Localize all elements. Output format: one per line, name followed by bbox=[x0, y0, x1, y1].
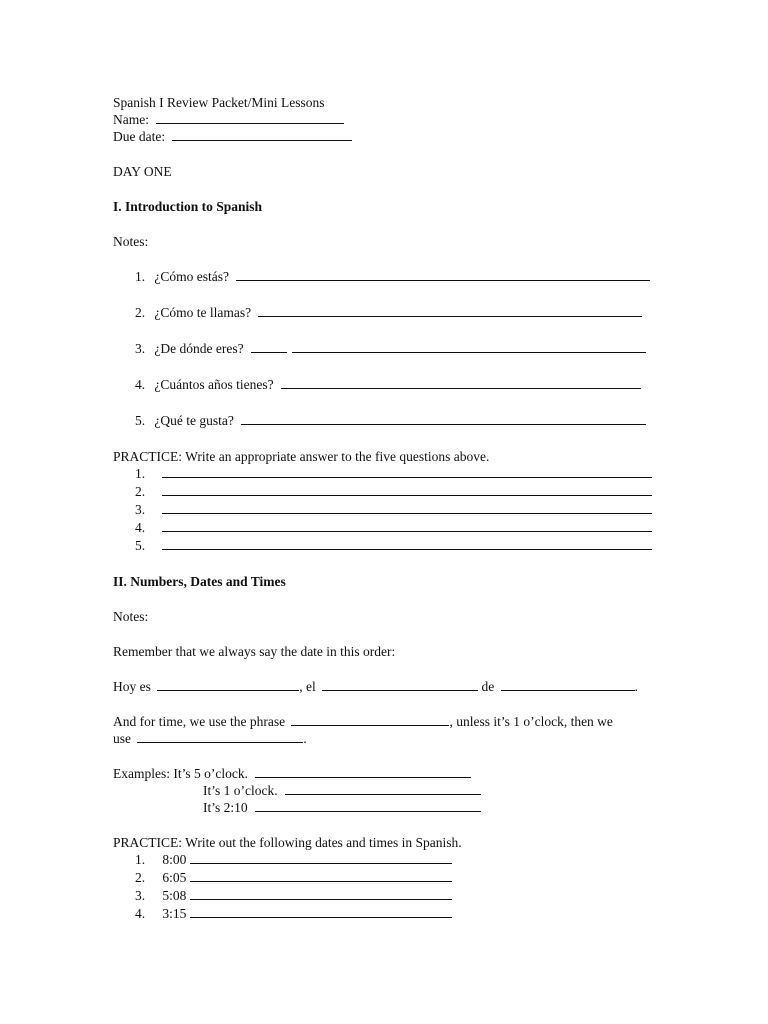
question-text: ¿Cuántos años tienes? bbox=[154, 377, 274, 392]
practice-answer-field[interactable] bbox=[162, 537, 652, 550]
practice-item: 2. bbox=[113, 483, 658, 501]
due-date-row bbox=[113, 128, 658, 145]
question-item: 1. ¿Cómo estás? bbox=[113, 268, 658, 304]
name-row bbox=[113, 111, 658, 128]
answer-field[interactable] bbox=[241, 412, 646, 425]
due-date-field[interactable] bbox=[172, 128, 352, 141]
example-row bbox=[113, 765, 658, 782]
practice-answer-field[interactable] bbox=[162, 483, 652, 496]
practice-item: 4. bbox=[113, 519, 658, 537]
one-oclock-phrase-field[interactable] bbox=[137, 730, 303, 743]
practice-answer-field[interactable] bbox=[162, 465, 652, 478]
practice-time: 8:00 bbox=[162, 852, 187, 867]
date-order-row: Hoy es , el de . bbox=[113, 679, 638, 694]
practice-item: 5. bbox=[113, 537, 658, 555]
examples-label: Examples: bbox=[113, 766, 170, 781]
section-2-notes-label: Notes: bbox=[113, 609, 149, 624]
question-item: 2. ¿Cómo te llamas? bbox=[113, 304, 658, 340]
example-answer-field[interactable] bbox=[255, 765, 471, 778]
question-item: 4. ¿Cuántos años tienes? bbox=[113, 376, 658, 412]
day-heading: DAY ONE bbox=[113, 164, 172, 179]
day-number-field[interactable] bbox=[322, 678, 478, 691]
section-1-practice-instructions: PRACTICE: Write an appropriate answer to the five questions above. bbox=[113, 449, 490, 464]
question-text: ¿De dónde eres? bbox=[154, 341, 244, 356]
practice-item: 3. bbox=[113, 501, 658, 519]
name-label: Name: bbox=[113, 112, 149, 127]
answer-field[interactable] bbox=[281, 376, 641, 389]
practice-answer-field[interactable] bbox=[162, 501, 652, 514]
time-phrase-row-2: use . bbox=[113, 731, 307, 746]
answer-field[interactable] bbox=[292, 340, 646, 353]
example-text: It’s 1 o’clock. bbox=[203, 783, 278, 798]
month-field[interactable] bbox=[501, 678, 635, 691]
example-text: It’s 2:10 bbox=[203, 800, 248, 815]
practice-time: 5:08 bbox=[162, 888, 187, 903]
due-date-label: Due date: bbox=[113, 129, 166, 144]
example-row bbox=[113, 799, 658, 816]
answer-field-short[interactable] bbox=[251, 340, 287, 353]
time-phrase-field[interactable] bbox=[291, 713, 449, 726]
worksheet-page bbox=[113, 94, 658, 923]
example-row bbox=[113, 782, 658, 799]
name-field[interactable] bbox=[156, 111, 344, 124]
example-answer-field[interactable] bbox=[255, 799, 481, 812]
time-phrase-row: And for time, we use the phrase , unless it’s 1 o’clock, then we bbox=[113, 714, 613, 729]
practice-time: 6:05 bbox=[162, 870, 187, 885]
practice-item: 3. 5:08 bbox=[113, 887, 658, 905]
practice-answer-field[interactable] bbox=[162, 519, 652, 532]
question-item: 5. ¿Qué te gusta? bbox=[113, 412, 658, 448]
practice-item: 1. 8:00 bbox=[113, 851, 658, 869]
answer-field[interactable] bbox=[236, 268, 650, 281]
section-1-practice-list bbox=[113, 465, 658, 555]
practice-answer-field[interactable] bbox=[190, 905, 452, 918]
example-answer-field[interactable] bbox=[285, 782, 481, 795]
section-1-heading: I. Introduction to Spanish bbox=[113, 199, 263, 214]
practice-item: 2. 6:05 bbox=[113, 869, 658, 887]
practice-item: 1. bbox=[113, 465, 658, 483]
question-text: ¿Cómo estás? bbox=[154, 269, 229, 284]
question-text: ¿Qué te gusta? bbox=[154, 413, 234, 428]
question-list bbox=[113, 268, 658, 448]
date-order-note: Remember that we always say the date in this order: bbox=[113, 644, 396, 659]
section-2-heading: II. Numbers, Dates and Times bbox=[113, 574, 286, 589]
practice-answer-field[interactable] bbox=[190, 887, 452, 900]
section-1-notes-label: Notes: bbox=[113, 234, 149, 249]
example-text: It’s 5 o’clock. bbox=[173, 766, 248, 781]
practice-item: 4. 3:15 bbox=[113, 905, 658, 923]
day-of-week-field[interactable] bbox=[157, 678, 299, 691]
practice-answer-field[interactable] bbox=[190, 869, 452, 882]
practice-time: 3:15 bbox=[162, 906, 187, 921]
question-text: ¿Cómo te llamas? bbox=[154, 305, 252, 320]
packet-title: Spanish I Review Packet/Mini Lessons bbox=[113, 95, 325, 110]
section-2-practice-list bbox=[113, 851, 658, 923]
practice-answer-field[interactable] bbox=[190, 851, 452, 864]
question-item: 3. ¿De dónde eres? bbox=[113, 340, 658, 376]
answer-field[interactable] bbox=[258, 304, 642, 317]
section-2-practice-instructions: PRACTICE: Write out the following dates and times in Spanish. bbox=[113, 835, 462, 850]
